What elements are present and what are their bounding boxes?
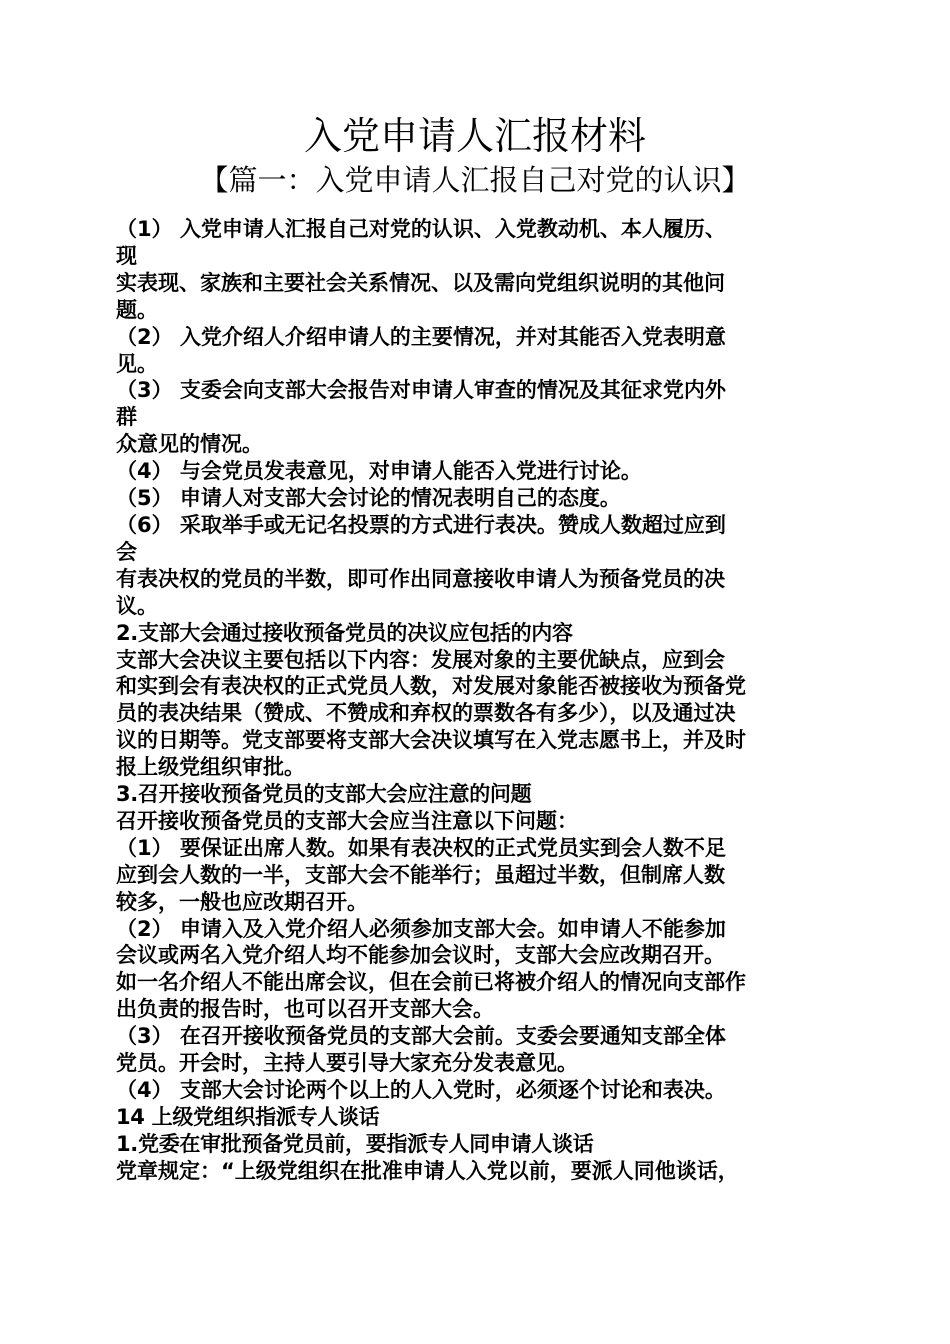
text-line: （4） 支部大会讨论两个以上的人入党时，必须逐个讨论和表决。 — [116, 1078, 726, 1102]
text-line: 员的表决结果（赞成、不赞成和弃权的票数各有多少），以及通过决 — [116, 701, 736, 726]
text-line: 会议或两名入党介绍人均不能参加会议时，支部大会应改期召开。 — [116, 943, 725, 968]
text-line: 众意见的情况。 — [116, 432, 263, 457]
text-line: （2） 入党介绍人介绍申请人的主要情况，并对其能否入党表明意 — [116, 324, 726, 349]
text-line: 较多，一般也应改期召开。 — [116, 889, 368, 914]
text-line: （3） 在召开接收预备党员的支部大会前。支委会要通知支部全体 — [116, 1024, 726, 1049]
text-line: 和实到会有表决权的正式党员人数，对发展对象能否被接收为预备党 — [116, 674, 746, 699]
text-line: （6） 采取举手或无记名投票的方式进行表决。赞成人数超过应到 — [116, 512, 726, 537]
text-line: 如一名介绍人不能出席会议，但在会前已将被介绍人的情况向支部作 — [116, 970, 746, 995]
document-body — [116, 216, 846, 1185]
text-line: 有表决权的党员的半数，即可作出同意接收申请人为预备党员的决 — [116, 566, 725, 591]
text-line: （1） 入党申请人汇报自己对党的认识、入党教动机、本人履历、 — [116, 217, 726, 241]
section-heading: 1.党委在审批预备党员前，要指派专人同申请人谈话 — [116, 1131, 594, 1156]
text-line: 党员。开会时，主持人要引导大家充分发表意见。 — [116, 1051, 578, 1076]
section-heading: 2.支部大会通过接收预备党员的决议应包括的内容 — [116, 620, 573, 645]
text-line: 报上级党组织审批。 — [116, 755, 305, 780]
text-line: 应到会人数的一半，支部大会不能举行；虽超过半数，但制席人数 — [116, 862, 725, 887]
section-heading: 14 上级党组织指派专人谈话 — [116, 1104, 380, 1129]
text-line: 会 — [116, 539, 137, 564]
text-line: （2） 申请入及入党介绍人必须参加支部大会。如申请人不能参加 — [116, 916, 726, 941]
text-line: （5） 申请人对支部大会讨论的情况表明自己的态度。 — [116, 486, 621, 511]
text-line: （4） 与会党员发表意见，对申请人能否入党进行讨论。 — [116, 459, 642, 484]
text-line: 议的日期等。党支部要将支部大会决议填写在入党志愿书上，并及时 — [116, 728, 746, 753]
text-line: （1） 要保证出席人数。如果有表决权的正式党员实到会人数不足 — [116, 835, 726, 860]
text-line: 议。 — [116, 593, 158, 618]
text-line: 出负责的报告时，也可以召开支部大会。 — [116, 997, 494, 1022]
text-line: （3） 支委会向支部大会报告对申请人审查的情况及其征求党内外 — [116, 378, 726, 403]
text-line: 党章规定：“上级党组织在批准申请人入党以前，要派人同他谈话， — [116, 1158, 739, 1183]
text-line: 群 — [116, 405, 137, 430]
text-line: 实表现、家族和主要社会关系情况、以及需向党组织说明的其他问 — [116, 270, 725, 295]
text-line: 见。 — [116, 351, 158, 376]
text-line: 现 — [116, 243, 137, 268]
section-heading: 3.召开接收预备党员的支部大会应注意的问题 — [116, 782, 532, 807]
document-title: 入党申请人汇报材料 — [303, 114, 646, 158]
text-line: 题。 — [116, 297, 158, 322]
text-line: 召开接收预备党员的支部大会应当注意以下问题： — [116, 808, 578, 833]
text-line: 支部大会决议主要包括以下内容：发展对象的主要优缺点，应到会 — [116, 647, 725, 672]
document-subtitle: 【篇一：入党申请人汇报自己对党的认识】 — [199, 163, 751, 197]
